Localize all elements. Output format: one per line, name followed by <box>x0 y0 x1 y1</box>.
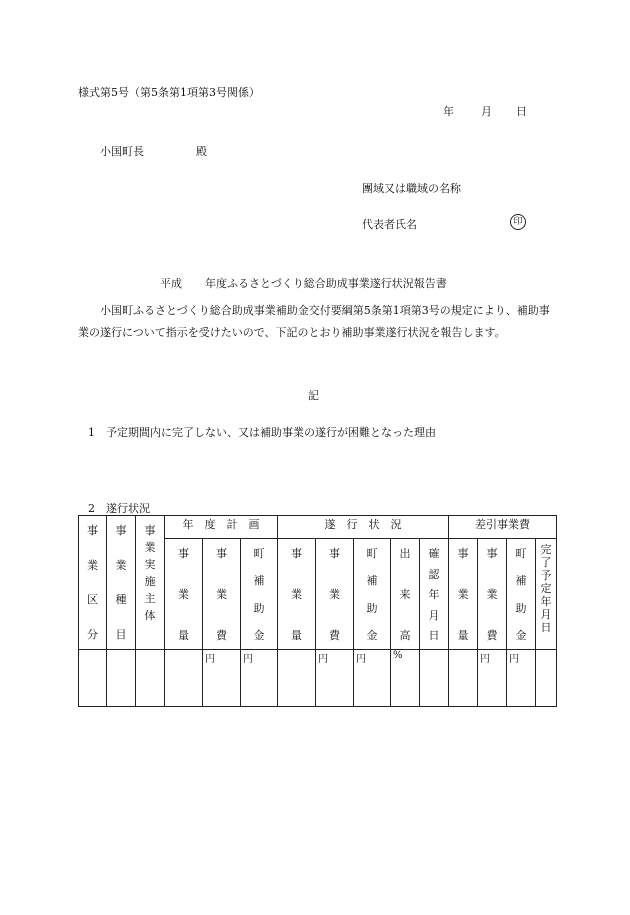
progress-table <box>78 515 557 707</box>
form-number: 様式第5号（第5条第1項第3号関係） <box>78 86 260 99</box>
diff-cost-header: 事 業 費 <box>478 539 507 650</box>
body-paragraph: 小国町ふるさとづくり総合助成事業補助金交付要綱第5条第1項第3号の規定により、補助事業の遂行について指示を受けたいので、下記のとおり補助事業遂行状況を報告します。 <box>78 304 550 339</box>
group-difference-cost: 差引事業費 <box>449 516 557 539</box>
progress-quantity-header: 事 業 量 <box>278 539 316 650</box>
seal-icon: 印 <box>510 214 526 230</box>
progress-subsidy-header: 町 補 助 金 <box>354 539 391 650</box>
col-business-type: 事 業 種 目 <box>107 516 136 650</box>
plan-quantity-header: 事 業 量 <box>165 539 203 650</box>
unit-yen: 円 <box>318 654 328 665</box>
cell-plan-cost[interactable] <box>203 650 241 707</box>
unit-yen: 円 <box>509 654 520 665</box>
cell-progress-subsidy[interactable] <box>354 650 391 707</box>
date-year-label: 年 <box>443 105 454 118</box>
cell-diff-subsidy[interactable] <box>507 650 536 707</box>
organization-name-label: 團域又は職域の名称 <box>362 182 461 195</box>
document-title: 年度ふるさとづくり総合助成事業遂行状況報告書 <box>205 277 447 290</box>
cell-confirmation-date[interactable] <box>420 650 449 707</box>
unit-percent: % <box>393 650 403 661</box>
progress-rate-header: 出 来 高 <box>391 539 420 650</box>
addressee-honorific: 殿 <box>196 145 207 158</box>
unit-yen: 円 <box>243 654 253 665</box>
confirmation-date-header: 確 認 年 月 日 <box>420 539 449 650</box>
plan-subsidy-header: 町 補 助 金 <box>241 539 278 650</box>
completion-date-header: 完 了 予 定 年 月 日 <box>536 539 557 650</box>
cell-diff-quantity[interactable] <box>449 650 478 707</box>
diff-subsidy-header: 町 補 助 金 <box>507 539 536 650</box>
cell-plan-subsidy[interactable] <box>241 650 278 707</box>
cell-plan-quantity[interactable] <box>165 650 203 707</box>
addressee-name: 小国町長 <box>100 145 144 158</box>
cell-business-category[interactable] <box>79 650 107 707</box>
unit-yen: 円 <box>205 654 215 665</box>
date-month-label: 月 <box>481 105 492 118</box>
cell-business-type[interactable] <box>107 650 136 707</box>
cell-progress-cost[interactable] <box>316 650 354 707</box>
unit-yen: 円 <box>356 654 366 665</box>
title-era: 平成 <box>160 277 182 290</box>
section-2-heading: 2 遂行状況 <box>88 502 150 515</box>
cell-progress-quantity[interactable] <box>278 650 316 707</box>
cell-completion-date[interactable] <box>536 650 557 707</box>
ki-heading: 記 <box>308 389 319 402</box>
cell-progress-rate[interactable] <box>391 650 420 707</box>
representative-name-label: 代表者氏名 <box>362 218 417 231</box>
section-1-heading: 1 予定期間内に完了しない、又は補助事業の遂行が困難となった理由 <box>88 426 436 439</box>
col-implementing-body: 事 業 実 施 主 体 <box>136 516 165 650</box>
cell-implementing-body[interactable] <box>136 650 165 707</box>
group-annual-plan: 年 度 計 画 <box>165 516 278 539</box>
diff-quantity-header: 事 業 量 <box>449 539 478 650</box>
unit-yen: 円 <box>480 654 491 665</box>
cell-diff-cost[interactable] <box>478 650 507 707</box>
date-day-label: 日 <box>516 105 527 118</box>
plan-cost-header: 事 業 費 <box>203 539 241 650</box>
col-business-category: 事 業 区 分 <box>79 516 107 650</box>
group-progress-status: 遂 行 状 況 <box>278 516 449 539</box>
table-row <box>79 650 557 707</box>
progress-cost-header: 事 業 費 <box>316 539 354 650</box>
